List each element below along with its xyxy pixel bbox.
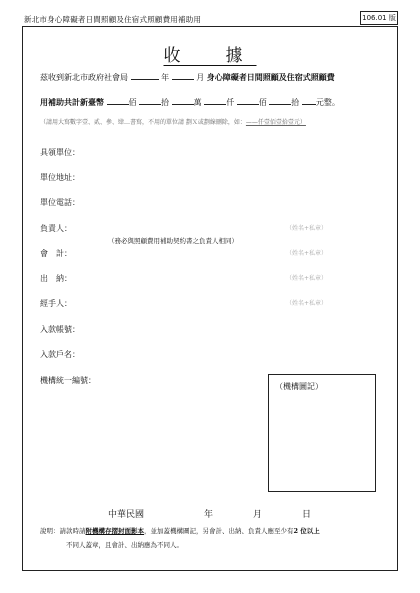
year-blank xyxy=(131,79,159,80)
cashier-label: 出 納： xyxy=(40,274,72,283)
subsidy-title-part1: 身心障礙者日間照顧及住宿式照顧費 xyxy=(206,72,335,82)
org-stamp-box xyxy=(268,374,376,492)
unit-label: 拾 xyxy=(291,98,300,107)
amount-blank xyxy=(237,104,259,105)
amount-blank xyxy=(107,104,129,105)
amount-blank xyxy=(172,104,194,105)
footnote-text: 說明：請款時請 xyxy=(40,527,86,535)
month-label: 月 xyxy=(196,73,205,82)
date-year: 年 xyxy=(204,510,214,520)
subsidy-title-part2: 用補助 xyxy=(40,97,64,107)
manager-label: 負責人： xyxy=(40,224,72,233)
month-blank xyxy=(172,79,194,80)
receipt-line-1 xyxy=(40,72,335,83)
date-month: 月 xyxy=(253,510,263,520)
year-label: 年 xyxy=(161,73,170,82)
note-example: ——仟壹佰壹拾壹元） xyxy=(245,119,306,126)
amount-blank xyxy=(139,104,161,105)
unit-label: 佰 xyxy=(128,98,137,107)
account-name-label: 入款戶名： xyxy=(40,350,80,359)
amount-blank xyxy=(302,104,316,105)
manager-reminder: （務必與照顧費用補助契約書之負責人相同） xyxy=(108,237,238,245)
cashier-seal-hint: （姓名+私章） xyxy=(286,275,328,282)
amount-blank xyxy=(269,104,291,105)
handler-seal-hint: （姓名+私章） xyxy=(286,300,328,307)
footnote-emphasis: 2 位以上 xyxy=(293,527,320,535)
footnote-text: ，並加蓋機構圖記，另會計、出納、負責人應至少有 xyxy=(144,527,294,535)
recipient-label: 具領單位： xyxy=(40,148,80,157)
footnote-line-1 xyxy=(40,526,320,535)
accountant-seal-hint: （姓名+私章） xyxy=(286,250,328,257)
org-id-label: 機構統一編號： xyxy=(40,376,96,385)
amount-writing-note xyxy=(40,117,306,126)
unit-label: 萬 xyxy=(193,98,202,107)
handler-label: 經手人： xyxy=(40,299,72,308)
receipt-title: 收 據 xyxy=(163,46,257,66)
form-header-title: 新北市身心障礙者日間照顧及住宿式照顧費用補助用 xyxy=(24,15,202,24)
phone-label: 單位電話： xyxy=(40,198,80,207)
manager-seal-hint: （姓名+私章） xyxy=(286,225,328,232)
version-badge: 106.01 版 xyxy=(360,11,398,25)
account-number-label: 入款帳號： xyxy=(40,325,80,334)
receipt-line-2 xyxy=(40,97,340,108)
accountant-label: 會 計： xyxy=(40,249,72,258)
footnote-line-2: 不同人蓋章，且會計、出納應為不同人。 xyxy=(66,541,183,549)
unit-label: 元整。 xyxy=(315,98,340,107)
date-day: 日 xyxy=(302,510,312,520)
unit-label: 仟 xyxy=(226,98,235,107)
amount-blank xyxy=(204,104,226,105)
unit-label: 拾 xyxy=(161,98,170,107)
received-from-text: 茲收到新北市政府社會局 xyxy=(40,73,128,82)
total-ntd-label: 共計新臺幣 xyxy=(64,97,104,107)
footnote-emphasis: 附機構存摺封面影本 xyxy=(85,527,144,535)
org-stamp-label: （機構圖記） xyxy=(275,382,323,391)
address-label: 單位地址： xyxy=(40,173,80,182)
date-era: 中華民國 xyxy=(108,510,145,520)
unit-label: 佰 xyxy=(258,98,267,107)
note-text: （請用大寫數字壹、貳、參、肆…書寫，不用的單位請 劃Ｘ或劃線刪除，如： xyxy=(40,119,246,126)
